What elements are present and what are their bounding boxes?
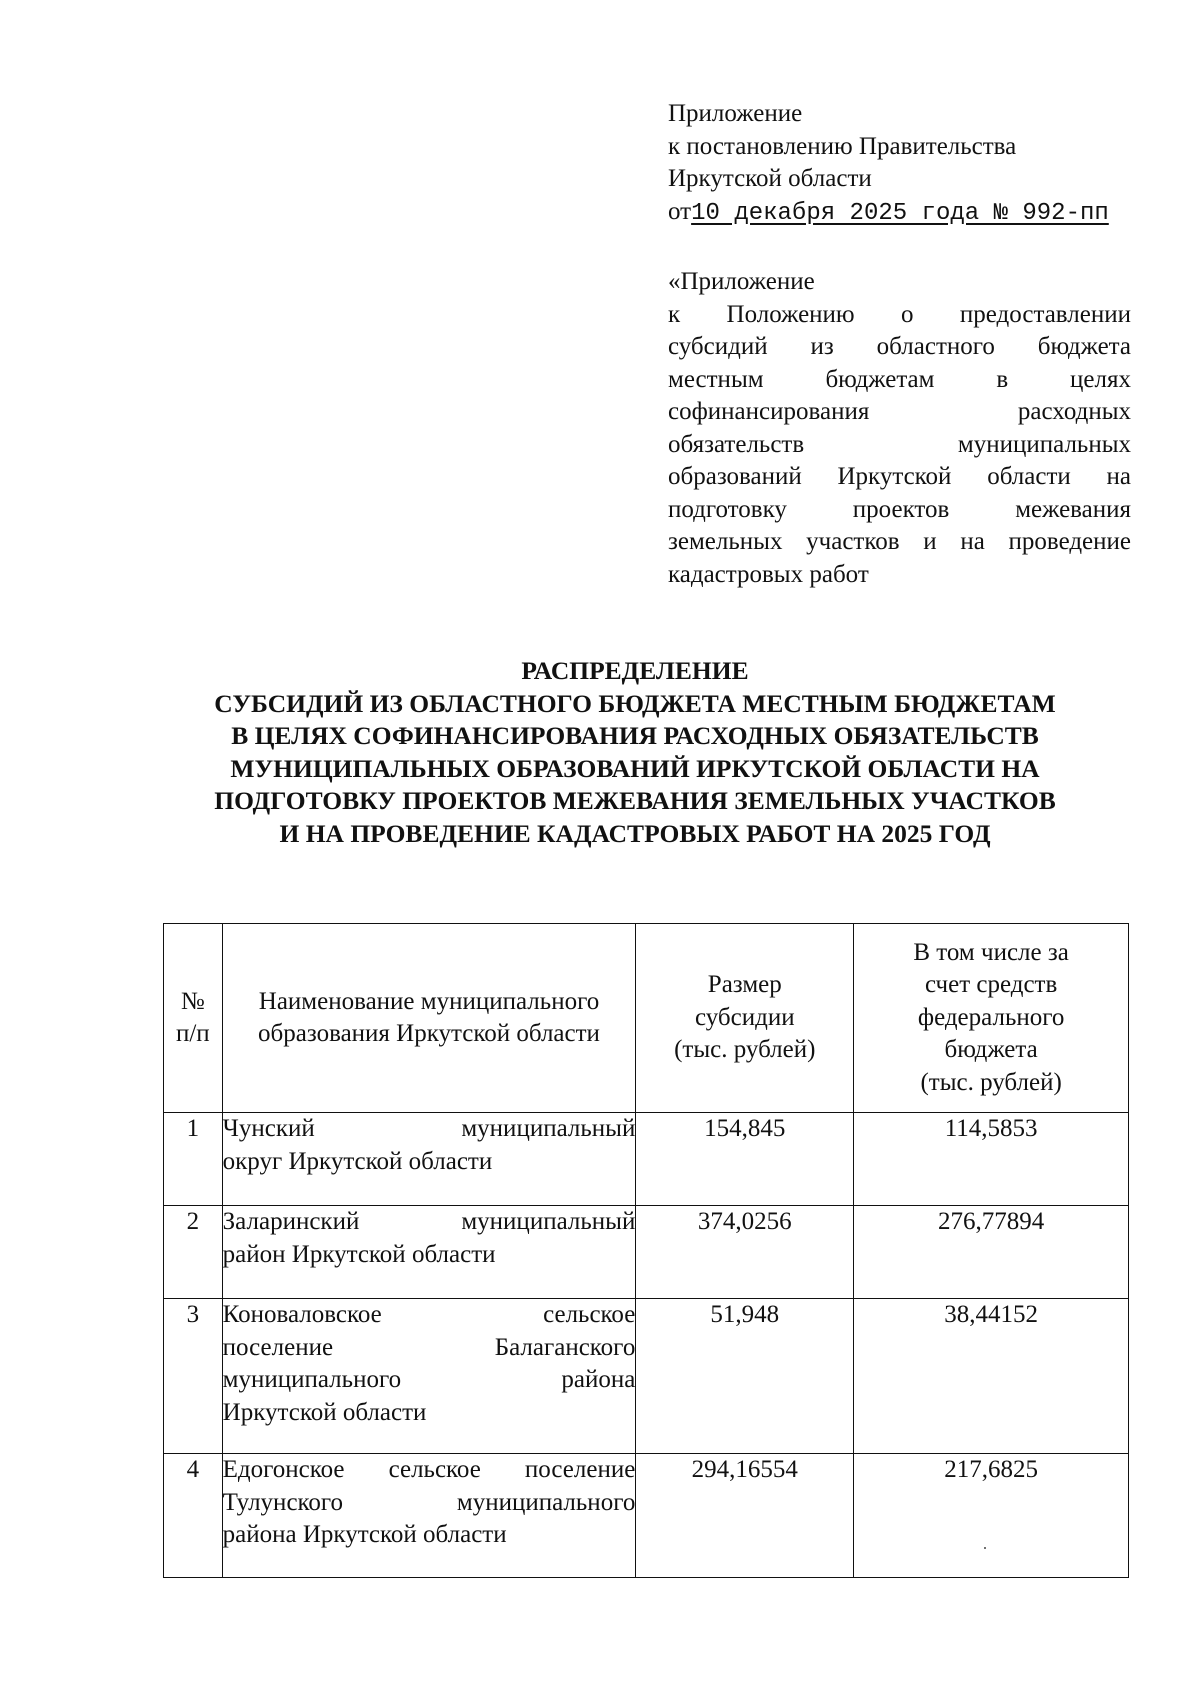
row-subsidy-size: 374,0256: [636, 1206, 854, 1299]
header-fed-line: федерального: [917, 1003, 1065, 1031]
title-line: СУБСИДИЙ ИЗ ОБЛАСТНОГО БЮДЖЕТА МЕСТНЫМ БЮДЖЕТАМ: [214, 688, 1056, 718]
appendix2-line: местным бюджетам в целях: [668, 365, 1131, 393]
row-number: 3: [164, 1299, 223, 1454]
header-num: [164, 924, 223, 1113]
appendix2-line: образований Иркутской области на: [668, 463, 1131, 490]
date-value: 10 декабря 2025 года № 992-пп: [691, 199, 1109, 227]
appendix-regulation-block: [668, 266, 1131, 591]
scan-speck: [984, 1547, 986, 1549]
appendix2-line: софинансирования расходных: [668, 398, 1131, 425]
table-row: [164, 1206, 1129, 1299]
name-line: поселение Балаганского: [222, 1333, 636, 1361]
appendix-title: Приложение: [668, 100, 803, 127]
appendix2-line: к Положению о предоставлении: [668, 300, 1131, 328]
header-fed-line: счет средств: [924, 971, 1058, 999]
header-name-line: Наименование муниципального: [258, 987, 600, 1015]
row-number: 1: [164, 1113, 223, 1206]
header-name: [222, 924, 636, 1113]
name-line: Чунский муниципальный: [222, 1115, 636, 1142]
appendix2-line: земельных участков и на проведение: [668, 528, 1131, 555]
name-line: района Иркутской области: [222, 1521, 507, 1548]
row-number: 4: [164, 1454, 223, 1578]
header-fed-line: В том числе за: [913, 938, 1069, 966]
name-line: Едогонское сельское поселение: [222, 1456, 636, 1483]
date-prefix: от: [668, 197, 692, 225]
row-subsidy-size: 154,845: [636, 1113, 854, 1206]
header-federal-part: [854, 924, 1129, 1113]
row-municipality-name: [222, 1454, 636, 1578]
header-size-line: (тыс. рублей): [674, 1036, 816, 1064]
name-line: округ Иркутской области: [222, 1147, 493, 1175]
header-fed-line: бюджета: [944, 1036, 1038, 1064]
title-line: МУНИЦИПАЛЬНЫХ ОБРАЗОВАНИЙ ИРКУТСКОЙ ОБЛАСТИ НА: [230, 753, 1040, 783]
row-municipality-name: [222, 1113, 636, 1206]
document-title: [150, 655, 1120, 850]
header-size-line: Размер: [707, 971, 782, 999]
appendix2-line: кадастровых работ: [668, 560, 869, 588]
title-line: РАСПРЕДЕЛЕНИЕ: [521, 656, 749, 685]
row-number: 2: [164, 1206, 223, 1299]
header-name-line: образования Иркутской области: [258, 1020, 600, 1047]
row-subsidy-size: 294,16554: [636, 1454, 854, 1578]
title-line: И НА ПРОВЕДЕНИЕ КАДАСТРОВЫХ РАБОТ НА 2025 ГОД: [279, 818, 991, 848]
subsidy-distribution-table: [163, 923, 1129, 1578]
appendix2-line: обязательств муниципальных: [668, 430, 1131, 458]
name-line: муниципального района: [222, 1366, 636, 1393]
name-line: Коноваловское сельское: [222, 1301, 636, 1328]
row-subsidy-size: 51,948: [636, 1299, 854, 1454]
name-line: Заларинский муниципальный: [222, 1208, 636, 1235]
header-num-line: п/п: [175, 1020, 210, 1047]
appendix2-line: подготовку проектов межевания: [668, 495, 1131, 523]
row-federal-part: 38,44152: [854, 1299, 1129, 1454]
title-line: ПОДГОТОВКУ ПРОЕКТОВ МЕЖЕВАНИЯ ЗЕМЕЛЬНЫХ УЧАСТКОВ: [214, 786, 1056, 815]
row-federal-part: 217,6825: [854, 1454, 1129, 1578]
row-municipality-name: [222, 1206, 636, 1299]
title-line: В ЦЕЛЯХ СОФИНАНСИРОВАНИЯ РАСХОДНЫХ ОБЯЗАТЕЛЬСТВ: [231, 721, 1039, 750]
appendix-resolution-ref: к постановлению Правительства: [668, 132, 1017, 160]
row-municipality-name: [222, 1299, 636, 1454]
name-line: Тулунского муниципального: [222, 1488, 636, 1516]
name-line: район Иркутской области: [222, 1240, 496, 1268]
appendix-date-line: [668, 196, 1131, 231]
table-row: [164, 1299, 1129, 1454]
appendix2-title: «Приложение: [668, 268, 815, 295]
table-header-row: [164, 924, 1129, 1113]
header-num-line: №: [180, 987, 205, 1015]
name-line: Иркутской области: [222, 1398, 427, 1426]
row-federal-part: 114,5853: [854, 1113, 1129, 1206]
header-size-line: субсидии: [694, 1003, 795, 1031]
appendix2-line: субсидий из областного бюджета: [668, 333, 1131, 360]
appendix-region: Иркутской области: [668, 165, 872, 192]
table-row: [164, 1454, 1129, 1578]
header-fed-line: (тыс. рублей): [920, 1068, 1062, 1096]
row-federal-part: 276,77894: [854, 1206, 1129, 1299]
table-row: [164, 1113, 1129, 1206]
appendix-header: [668, 98, 1131, 230]
header-subsidy-size: [636, 924, 854, 1113]
